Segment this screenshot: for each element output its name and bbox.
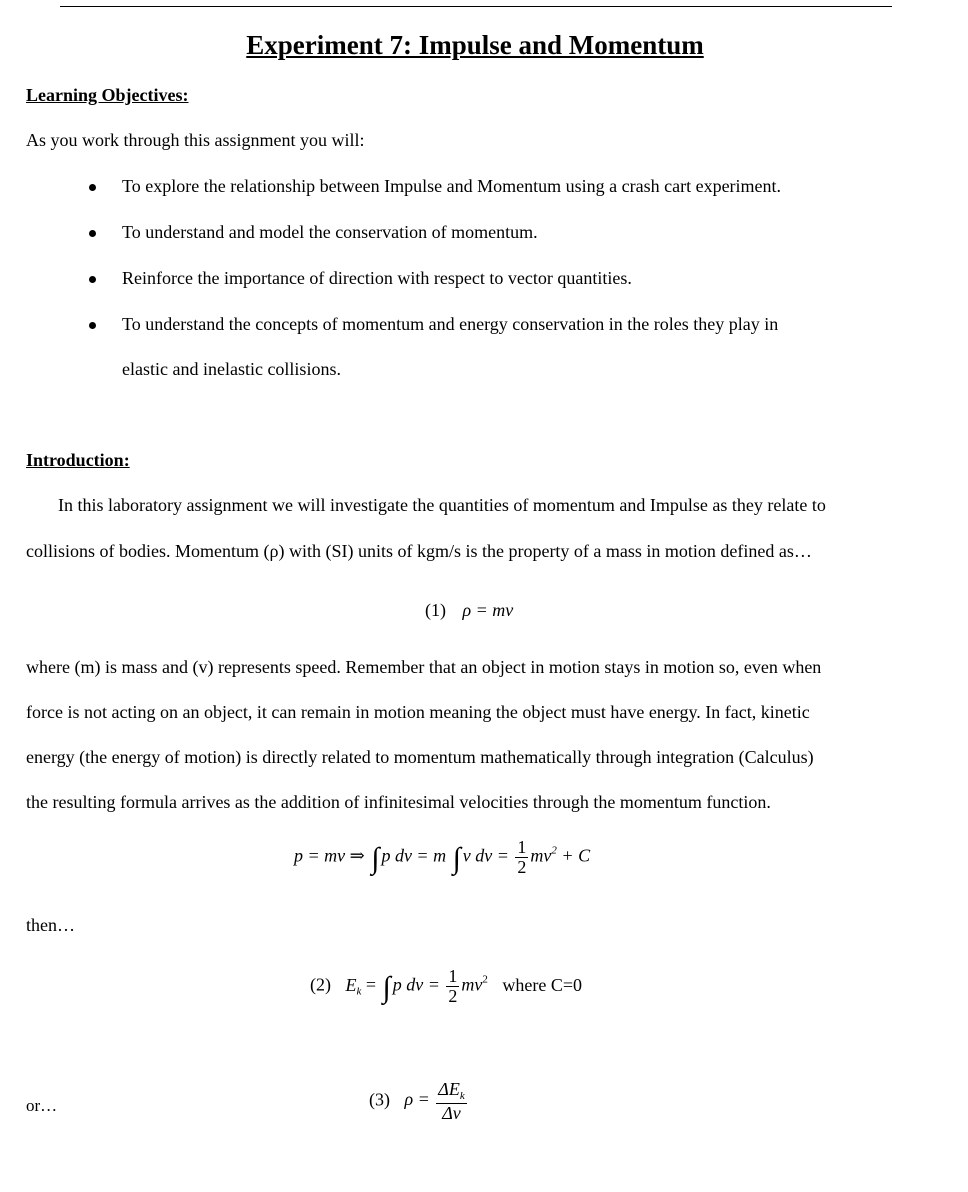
equation-2 [310,967,582,1006]
equation-note: where C=0 [502,974,583,995]
then-label: then… [26,915,75,935]
energy-symbol: E [345,974,357,995]
integral-symbol: ∫ [382,970,391,1004]
learning-objectives-heading: Learning Objectives: [26,85,189,105]
fraction-denominator: 2 [448,985,458,1006]
objective-item: To explore the relationship between Impulse and Momentum using a crash cart experiment. [122,176,782,196]
numerator-text: ΔE [438,1079,460,1099]
equation-tail: mv [530,845,552,866]
objective-item: To understand and model the conservation of momentum. [122,222,538,242]
intro-line-6: the resulting formula arrives as the addition of infinitesimal velocities through the momentum function. [26,792,771,812]
equation-number: (3) [369,1089,390,1110]
subscript: k [356,985,362,998]
equation-tail-end: + C [556,845,591,866]
equation-number: (1) [425,600,446,620]
fraction-denominator: Δv [442,1102,461,1123]
fraction-numerator: 1 [517,837,527,857]
bullet-dot [89,276,96,283]
intro-line-3: where (m) is mass and (v) represents speed. Remember that an object in motion stays in motion so, even when [26,657,822,677]
objective-item-continued: elastic and inelastic collisions. [122,359,341,379]
equation-part: p dv = [392,974,440,995]
objectives-intro: As you work through this assignment you will: [26,130,365,150]
equation-tail: mv [461,974,483,995]
introduction-heading: Introduction: [26,450,130,470]
fraction-denominator: 2 [517,856,527,877]
superscript: 2 [482,973,488,986]
equation-1 [425,600,513,621]
equation-lhs: ρ = [404,1089,430,1110]
delta-fraction [436,1080,466,1122]
intro-line-4: force is not acting on an object, it can remain in motion meaning the object must have energy. In fact, kinetic [26,702,810,722]
fraction-one-half [446,967,459,1006]
equation-number: (2) [310,974,331,995]
equation-equals: = [361,974,377,995]
equation-lhs: p = mv ⇒ [294,845,365,866]
equation-part: p dv = m [381,845,447,866]
integral-equation [294,838,590,877]
integral-symbol: ∫ [371,841,380,875]
bullet-dot [89,322,96,329]
intro-line-1: In this laboratory assignment we will investigate the quantities of momentum and Impulse as they relate to [58,495,826,515]
equation-part: v dv = [462,845,509,866]
fraction-numerator: 1 [448,966,458,986]
intro-line-5: energy (the energy of motion) is directly related to momentum mathematically through integration (Calculus) [26,747,814,767]
objective-item: To understand the concepts of momentum and energy conservation in the roles they play in [122,314,779,334]
bullet-dot [89,230,96,237]
fraction-one-half [515,838,528,877]
page-title: Experiment 7: Impulse and Momentum [246,30,704,60]
or-label: or… [26,1096,58,1115]
subscript: k [459,1090,465,1102]
fraction-numerator [436,1080,466,1104]
intro-line-2: collisions of bodies. Momentum (ρ) with (SI) units of kgm/s is the property of a mass in motion defined as… [26,541,812,561]
bullet-dot [89,184,96,191]
equation-body: ρ = mv [462,600,514,620]
superscript: 2 [551,844,557,857]
integral-symbol: ∫ [452,841,461,875]
objective-item: Reinforce the importance of direction with respect to vector quantities. [122,268,632,288]
equation-3 [369,1080,469,1122]
top-rule [60,6,892,7]
